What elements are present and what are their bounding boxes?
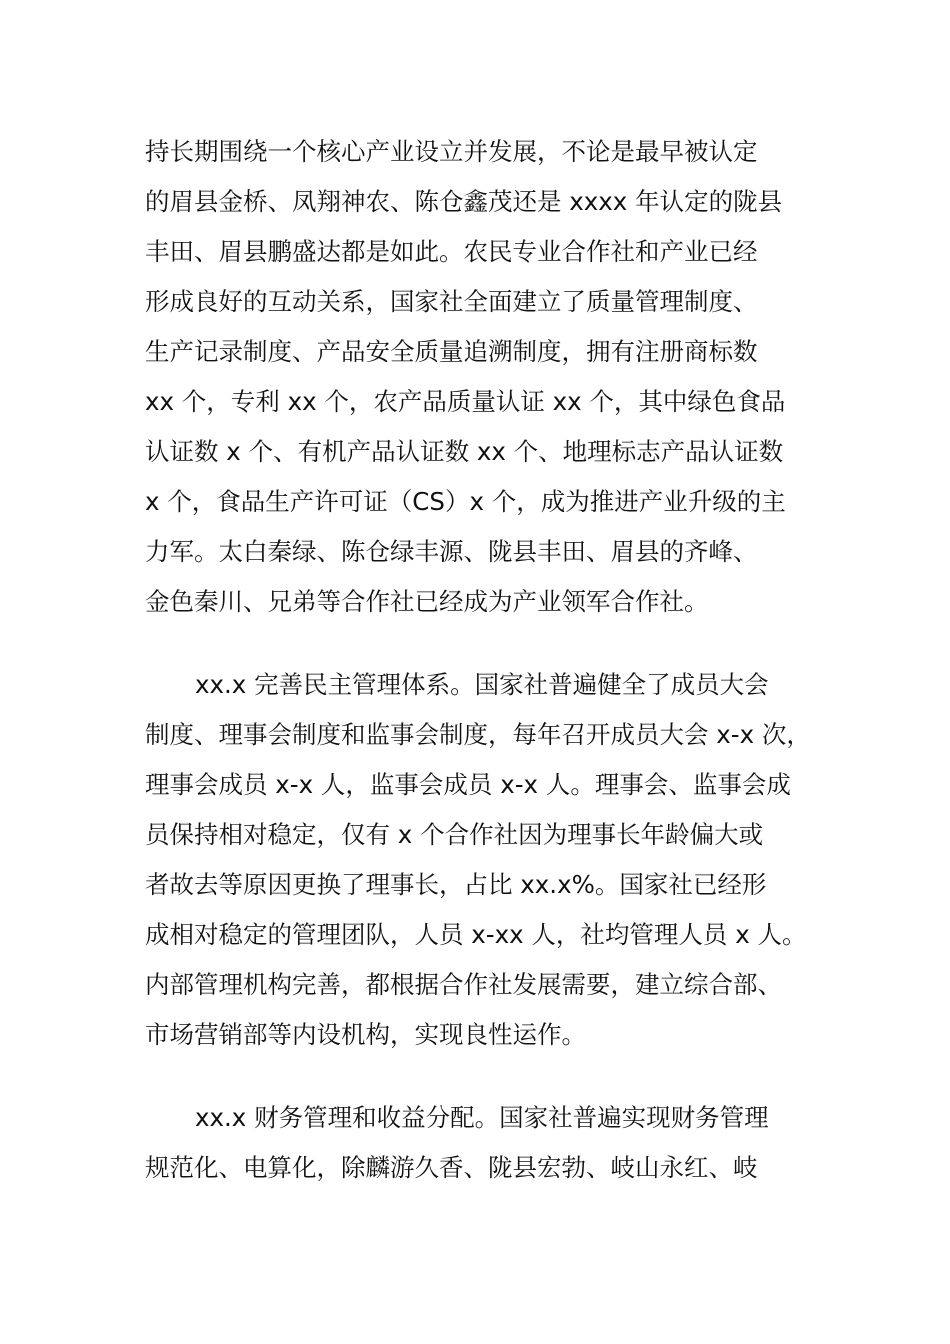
text-line: 规范化、电算化，除麟游久香、陇县宏勃、岐山永红、岐	[145, 1153, 758, 1182]
text-line: 的眉县金桥、凤翔神农、陈仓鑫茂还是 xxxx 年认定的陇县	[145, 187, 783, 216]
paragraph-2	[145, 660, 845, 1060]
text-line: 持长期围绕一个核心产业设立并发展，不论是最早被认定	[145, 137, 758, 166]
paragraph-3	[145, 1093, 845, 1193]
text-line: 形成良好的互动关系，国家社全面建立了质量管理制度、	[145, 287, 758, 316]
text-line: 成相对稳定的管理团队，人员 x-xx 人，社均管理人员 x 人。	[145, 920, 807, 949]
text-line-first: xx.x 财务管理和收益分配。国家社普遍实现财务管理	[195, 1103, 769, 1132]
text-line: x 个，食品生产许可证（CS）x 个，成为推进产业升级的主	[145, 487, 786, 516]
text-line: 金色秦川、兄弟等合作社已经成为产业领军合作社。	[145, 587, 709, 616]
text-line: 力军。太白秦绿、陈仓绿丰源、陇县丰田、眉县的齐峰、	[145, 537, 758, 566]
paragraph-1	[145, 127, 845, 627]
text-line: 内部管理机构完善，都根据合作社发展需要，建立综合部、	[145, 970, 782, 999]
text-line: 市场营销部等内设机构，实现良性运作。	[145, 1020, 586, 1049]
text-line: 员保持相对稳定，仅有 x 个合作社因为理事长年龄偏大或	[145, 820, 764, 849]
text-line: 者故去等原因更换了理事长，占比 xx.x%。国家社已经形	[145, 870, 767, 899]
text-line-first: xx.x 完善民主管理体系。国家社普遍健全了成员大会	[195, 670, 769, 699]
text-line: 丰田、眉县鹏盛达都是如此。农民专业合作社和产业已经	[145, 237, 758, 266]
text-line: 制度、理事会制度和监事会制度，每年召开成员大会 x-x 次，	[145, 720, 811, 749]
text-line: xx 个，专利 xx 个，农产品质量认证 xx 个，其中绿色食品	[145, 387, 786, 416]
text-line: 理事会成员 x-x 人，监事会成员 x-x 人。理事会、监事会成	[145, 770, 791, 799]
text-line: 生产记录制度、产品安全质量追溯制度，拥有注册商标数	[145, 337, 758, 366]
text-line: 认证数 x 个、有机产品认证数 xx 个、地理标志产品认证数	[145, 437, 784, 466]
